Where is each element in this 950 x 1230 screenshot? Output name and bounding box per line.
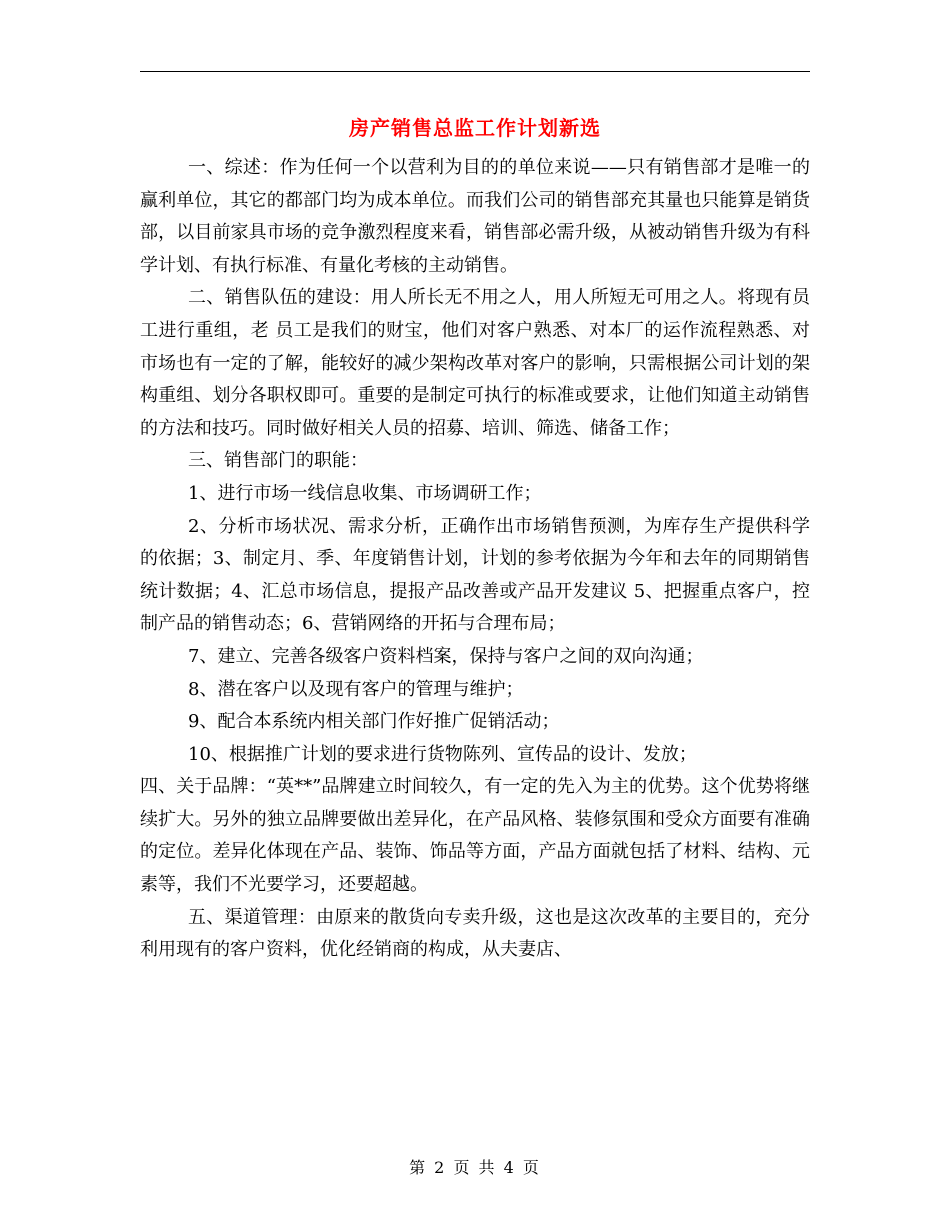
header-rule (140, 71, 810, 72)
paragraph-channel: 五、渠道管理：由原来的散货向专卖升级，这也是这次改革的主要目的，充分利用现有的客户资料，优化经销商的构成，从夫妻店、 (140, 906, 810, 961)
paragraph-item-10: 10、根据推广计划的要求进行货物陈列、宣传品的设计、发放； (188, 743, 697, 765)
paragraph-items-2-6: 2、分析市场状况、需求分析，正确作出市场销售预测，为库存生产提供科学的依据；3、制定月、季、年度销售计划，计划的参考依据为今年和去年的同期销售统计数据；4、汇总市场信息，提报产品改善或产品开发建议 5、把握重点客户，控制产品的销售动态；6、营销网络的开拓与合理布局； (140, 515, 810, 635)
paragraph-dept-functions-heading: 三、销售部门的职能： (188, 450, 368, 472)
paragraph-brand: 四、关于品牌：“英**”品牌建立时间较久，有一定的先入为主的优势。这个优势将继续扩大。另外的独立品牌要做出差异化，在产品风格、装修氛围和受众方面要有准确的定位。差异化体现在产品、装饰、饰品等方面，产品方面就包括了材料、结构、元素等，我们不光要学习，还要超越。 (140, 776, 810, 896)
document-body (140, 152, 810, 967)
paragraph-team-building: 二、销售队伍的建设：用人所长无不用之人，用人所短无可用之人。将现有员工进行重组，老 员工是我们的财宝，他们对客户熟悉、对本厂的运作流程熟悉、对市场也有一定的了解，能较好的减少架构改革对客户的影响，只需根据公司计划的架构重组、划分各职权即可。重要的是制定可执行的标准或要求，让他们知道主动销售的方法和技巧。同时做好相关人员的招募、培训、筛选、储备工作； (140, 287, 810, 439)
paragraph-item-8: 8、潜在客户以及现有客户的管理与维护； (188, 678, 524, 700)
paragraph-overview: 一、综述：作为任何一个以营利为目的的单位来说——只有销售部才是唯一的赢利单位，其它的都部门均为成本单位。而我们公司的销售部充其量也只能算是销货部，以目前家具市场的竞争激烈程度来看，销售部必需升级，从被动销售升级为有科学计划、有执行标准、有量化考核的主动销售。 (140, 157, 810, 276)
page-footer: 第 2 页 共 4 页 (409, 1158, 541, 1177)
document-title: 房产销售总监工作计划新选 (349, 116, 601, 140)
paragraph-item-9: 9、配合本系统内相关部门作好推广促销活动； (188, 711, 560, 733)
paragraph-item-7: 7、建立、完善各级客户资料档案，保持与客户之间的双向沟通； (188, 645, 704, 667)
paragraph-item-1: 1、进行市场一线信息收集、市场调研工作； (188, 482, 542, 504)
